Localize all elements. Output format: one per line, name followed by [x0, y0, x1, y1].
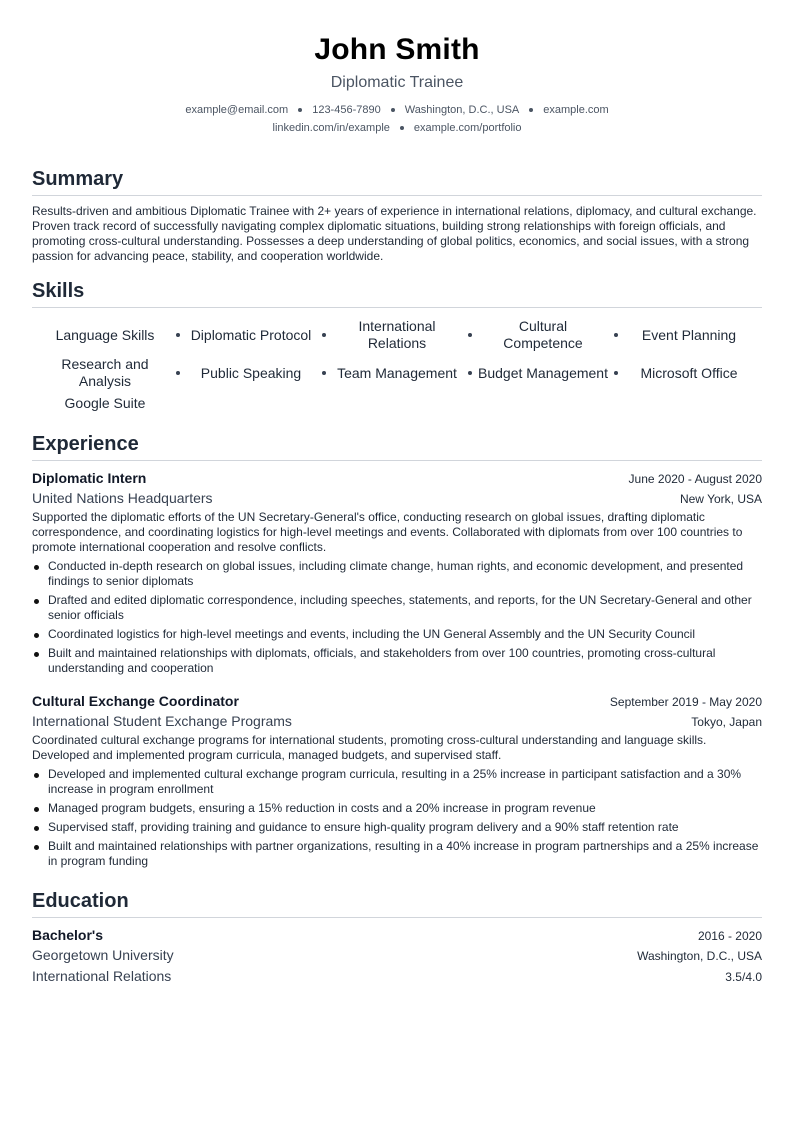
linkedin-link[interactable]: linkedin.com/in/example — [272, 122, 390, 134]
job-location: New York, USA — [679, 492, 762, 506]
portfolio-link[interactable]: example.com/portfolio — [413, 122, 522, 134]
bullet-icon — [34, 599, 39, 604]
list-item: Coordinated logistics for high-level meetings and events, including the UN General Assembly and the UN Security Council — [32, 627, 762, 642]
job-dates: June 2020 - August 2020 — [628, 472, 762, 486]
experience-section — [32, 432, 762, 869]
skill-item: Research and Analysis — [32, 354, 178, 392]
education-entry — [32, 926, 762, 987]
school-location: Washington, D.C., USA — [637, 949, 762, 963]
list-item: Built and maintained relationships with diplomats, officials, and stakeholders from over 100 countries, promoting cross-cultural understanding and cooperation — [32, 646, 762, 676]
separator-dot — [391, 108, 395, 112]
job-entry — [32, 469, 762, 676]
job-organization: International Student Exchange Programs — [32, 713, 292, 729]
job-description: Coordinated cultural exchange programs for international students, promoting cross-cultural understanding and language skills. Developed and implemented program curricula, managed budgets, and supervised staff. — [32, 733, 707, 762]
education-heading: Education — [32, 889, 762, 918]
job-dates: September 2019 - May 2020 — [609, 695, 762, 709]
skills-section — [32, 279, 762, 414]
bullet-icon — [34, 807, 39, 812]
degree: Bachelor's — [32, 927, 104, 943]
candidate-title: Diplomatic Trainee — [330, 74, 464, 91]
contact-line-1 — [32, 101, 762, 119]
field-of-study: International Relations — [32, 968, 172, 984]
job-organization: United Nations Headquarters — [32, 490, 213, 506]
list-item: Conducted in-depth research on global issues, including climate change, human rights, and economic development, and presented findings to senior diplomats — [32, 559, 762, 589]
summary-section — [32, 167, 762, 264]
education-section — [32, 889, 762, 987]
experience-heading: Experience — [32, 432, 762, 461]
list-item: Developed and implemented cultural exchange program curricula, resulting in a 25% increase in participant satisfaction and a 30% increase in program enrollment — [32, 767, 762, 797]
location: Washington, D.C., USA — [404, 104, 520, 116]
skill-item: Cultural Competence — [470, 316, 616, 354]
job-entry — [32, 692, 762, 869]
job-bullets — [32, 559, 762, 676]
separator-dot — [400, 126, 404, 130]
skill-item: Event Planning — [641, 326, 737, 343]
phone-number: 123-456-7890 — [312, 104, 381, 116]
bullet-icon — [34, 633, 39, 638]
separator-dot — [529, 108, 533, 112]
bullet-icon — [34, 652, 39, 657]
education-dates: 2016 - 2020 — [697, 929, 762, 943]
skill-item: Budget Management — [470, 354, 616, 392]
candidate-name: John Smith — [314, 33, 480, 66]
job-role: Diplomatic Intern — [32, 470, 147, 486]
email-link[interactable]: example@email.com — [185, 104, 289, 116]
skill-item: International Relations — [324, 316, 470, 354]
job-role: Cultural Exchange Coordinator — [32, 693, 239, 709]
list-item: Drafted and edited diplomatic correspondence, including speeches, statements, and reports, for the UN Secretary-General and other senior officials — [32, 593, 762, 623]
job-description: Supported the diplomatic efforts of the UN Secretary-General's office, conducting research on global issues, drafting diplomatic correspondence, and coordinating logistics for high-level meetings and events. Collaborated with diplomats from over 100 countries to promote international cooperation and resolve conflicts. — [32, 510, 743, 554]
bullet-icon — [34, 845, 39, 850]
job-location: Tokyo, Japan — [691, 715, 762, 729]
bullet-icon — [34, 826, 39, 831]
skill-item: Public Speaking — [178, 354, 324, 392]
summary-text: Results-driven and ambitious Diplomatic Trainee with 2+ years of experience in international relations, diplomacy, and cultural exchange. Proven track record of successfully navigating complex diplomatic situations, building strong relationships with foreign officials, and promoting cross-cultural understanding. Possesses a deep understanding of global politics, economics, and social issues, with a strong passion for advancing peace, stability, and cooperation worldwide. — [32, 204, 757, 263]
skill-item: Google Suite — [64, 394, 146, 411]
list-item: Managed program budgets, ensuring a 15% reduction in costs and a 20% increase in program revenue — [32, 801, 762, 816]
skills-grid — [32, 316, 762, 414]
bullet-icon — [34, 565, 39, 570]
resume-header — [32, 0, 762, 137]
separator-dot — [298, 108, 302, 112]
skill-item: Microsoft Office — [640, 364, 738, 381]
gpa: 3.5/4.0 — [725, 970, 762, 984]
list-item: Built and maintained relationships with partner organizations, resulting in a 40% increase in program partnerships and a 25% increase in program funding — [32, 839, 762, 869]
job-bullets — [32, 767, 762, 869]
skill-item: Language Skills — [32, 316, 178, 354]
summary-heading: Summary — [32, 167, 762, 196]
bullet-icon — [34, 773, 39, 778]
website-link[interactable]: example.com — [543, 104, 609, 116]
list-item: Supervised staff, providing training and guidance to ensure high-quality program delivery and a 90% staff retention rate — [32, 820, 762, 835]
skills-heading: Skills — [32, 279, 762, 308]
contact-line-2 — [32, 119, 762, 137]
school-name: Georgetown University — [32, 947, 174, 963]
skill-item: Diplomatic Protocol — [178, 316, 324, 354]
skill-item: Team Management — [324, 354, 470, 392]
